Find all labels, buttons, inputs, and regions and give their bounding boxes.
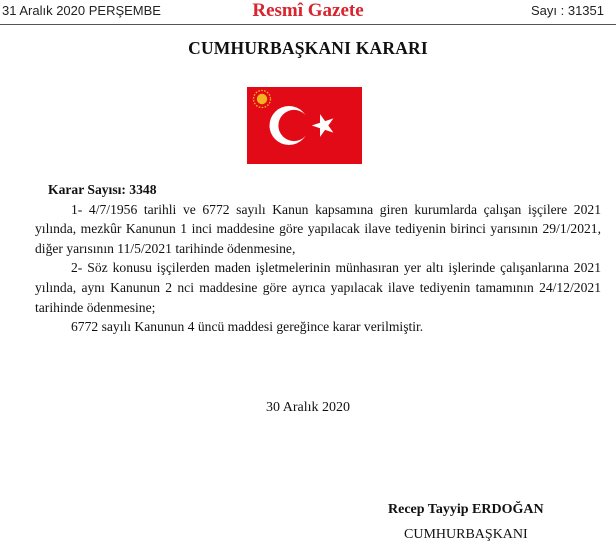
decision-paragraph-3: 6772 sayılı Kanunun 4 üncü maddesi gereğince karar verilmiştir.: [71, 319, 424, 335]
decision-paragraph-1: 1- 4/7/1956 tarihli ve 6772 sayılı Kanun kapsamına giren kurumlarda çalışan işçilere 2021 yılında, mezkûr Kanunun 1 inci maddesine göre yapılacak ilave tediyenin birinci yarısının 29/1/2021, diğer yarısının 11/5/2021 tarihinde ödenmesine,: [35, 201, 601, 256]
issue-number: Sayı : 31351: [531, 3, 604, 18]
crescent-inner: [278, 110, 309, 141]
signer-title: CUMHURBAŞKANI: [404, 527, 528, 542]
gazette-header: [0, 0, 616, 28]
decision-paragraph-2: 2- Söz konusu işçilerden maden işletmelerinin münhasıran yer altı işlerinde çalışanlarına 2021 yılında, aynı Kanunun 2 nci maddesine göre ayrıca yapılacak ilave tediyenin tamamının 24/12/2021 tarihinde ödenmesine;: [35, 260, 601, 315]
document-title: CUMHURBAŞKANI KARARI: [188, 38, 428, 58]
decision-date: 30 Aralık 2020: [266, 400, 350, 415]
decision-number: Karar Sayısı: 3348: [48, 182, 157, 197]
signer-name: Recep Tayyip ERDOĞAN: [388, 502, 544, 517]
header-date: 31 Aralık 2020 PERŞEMBE: [2, 3, 161, 18]
gazette-title: Resmî Gazete: [252, 0, 364, 21]
header-divider: [0, 24, 616, 25]
decision-body: [35, 180, 601, 337]
turkish-flag-image: [247, 87, 362, 164]
